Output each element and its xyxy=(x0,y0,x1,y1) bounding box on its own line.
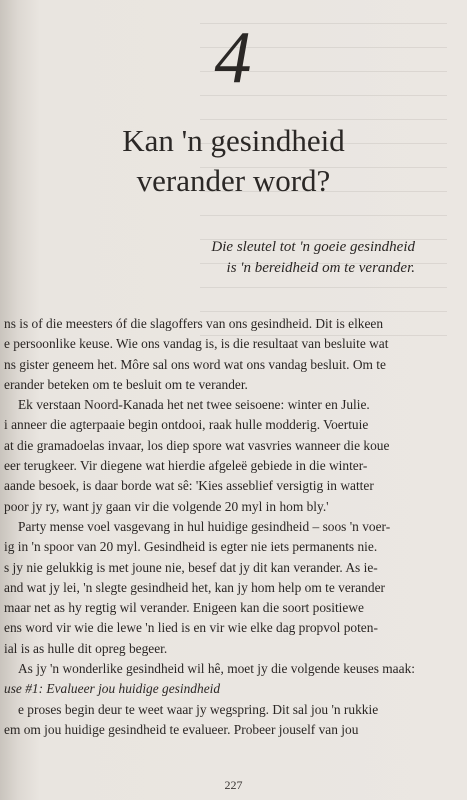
body-line: ns is of die meesters óf die slagoffers van ons gesindheid. Dit is elkeen xyxy=(4,316,384,331)
body-line: As jy 'n wonderlike gesindheid wil hê, moet jy die volgende keuses maak: xyxy=(18,661,415,677)
epigraph xyxy=(60,237,415,279)
body-line: aande besoek, is daar borde wat sê: 'Kies asseblief versigtig in watter xyxy=(4,478,374,494)
body-line: e persoonlike keuse. Wie ons vandag is, is die resultaat van besluite wat xyxy=(4,336,389,352)
chapter-title xyxy=(40,121,427,201)
body-text xyxy=(0,314,430,740)
body-line: ns gister geneem het. Môre sal ons word wat ons vandag besluit. Om te xyxy=(4,356,386,372)
body-line: em om jou huidige gesindheid te evalueer. Probeer jouself van jou xyxy=(4,721,359,737)
body-line: ig in 'n spoor van 20 myl. Gesindheid is egter nie iets permanents nie. xyxy=(4,539,378,555)
page-number: 227 xyxy=(224,778,243,792)
chapter-title-line-2: verander word? xyxy=(136,163,331,198)
body-line: e proses begin deur te weet waar jy wegspring. Dit sal jou 'n rukkie xyxy=(18,701,379,717)
section-heading: use #1: Evalueer jou huidige gesindheid xyxy=(4,681,221,697)
chapter-title-line-1: Kan 'n gesindheid xyxy=(122,123,345,158)
body-line: at die gramadoelas invaar, los diep spore wat vasvries wanneer die koue xyxy=(4,437,390,453)
body-line: maar net as hy regtig wil verander. Enigeen kan die soort positiewe xyxy=(4,600,364,616)
body-line: ial is as hulle dit opreg begeer. xyxy=(4,640,168,656)
body-line: Party mense voel vasgevang in hul huidige gesindheid – soos 'n voer- xyxy=(18,518,391,534)
body-line: and wat jy lei, 'n slegte gesindheid het, kan jy hom help om te verander xyxy=(4,579,385,595)
epigraph-line-1: Die sleutel tot 'n goeie gesindheid xyxy=(211,239,415,255)
epigraph-line-2: is 'n bereidheid om te verander. xyxy=(226,260,415,276)
body-line: Ek verstaan Noord-Kanada het net twee seisoene: winter en Julie. xyxy=(18,397,370,413)
body-line: poor jy ry, want jy gaan vir die volgende 20 myl in hom bly.' xyxy=(4,498,329,514)
body-line: i anneer die agterpaaie begin ontdooi, raak hulle modderig. Voertuie xyxy=(4,417,369,433)
body-line: ens word vir wie die lewe 'n lied is en vir wie elke dag propvol poten- xyxy=(4,620,378,636)
body-line: erander beteken om te besluit om te verander. xyxy=(4,376,248,392)
chapter-number: 4 xyxy=(214,17,252,99)
body-line: s jy nie gelukkig is met joune nie, besef dat jy dit kan verander. As ie- xyxy=(4,559,378,575)
body-line: eer terugkeer. Vir diegene wat hierdie afgeleë gebiede in die winter- xyxy=(4,458,368,474)
